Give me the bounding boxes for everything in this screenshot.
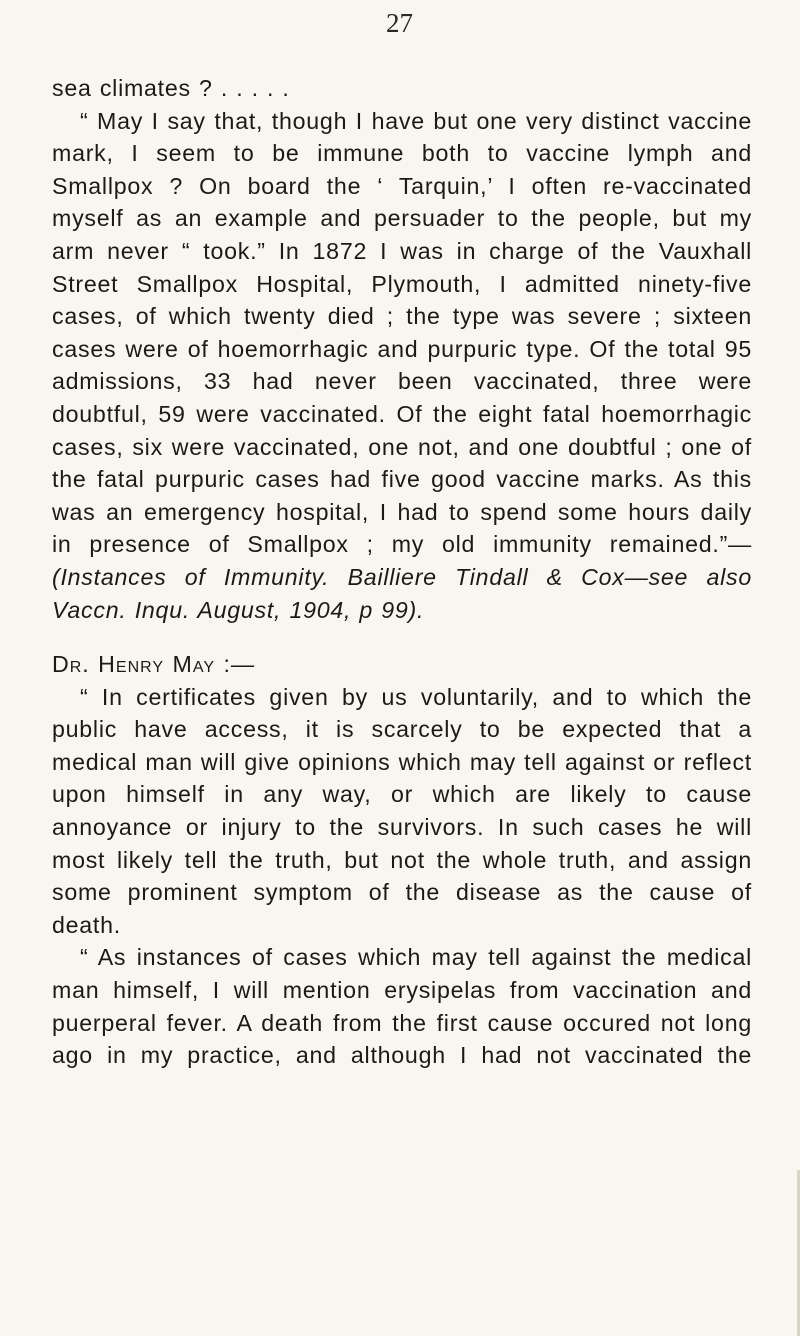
speaker-name: Dr. Henry May :—: [52, 651, 256, 678]
speaker-heading: [52, 648, 752, 681]
body-text: [52, 72, 752, 1072]
paragraph-certificates: “ In certificates given by us voluntarily, and to which the public have access, it is scarcely to be expected that a medical man will give opinions which may tell against or reflect upon himself in any way, or which are likely to cause annoyance or injury to the survivors. In such cases he will most likely tell the truth, but not the whole truth, and assign some prominent symptom of the disease as the cause of death.: [52, 683, 752, 938]
quote-text: “ May I say that, though I have but one very distinct vaccine mark, I seem to be immune both to vaccine lymph and Smallpox ? On board the ‘ Tarquin,’ I often re-vaccinated myself as an example and persuader to the people, but my arm never “ took.” In 1872 I was in charge of the Vauxhall Street Smallpox Hospital, Plymouth, I admitted ninety-five cases, of which twenty died ; the type was severe ; sixteen cases were of hoemorrhagic and purpuric type. Of the total 95 admissions, 33 had never been vaccinated, three were doubtful, 59 were vaccinated. Of the eight fatal hoemorrhagic cases, six were vaccinated, one not, and one doubtful ; one of the fatal purpuric cases had five good vaccine marks. As this was an emergency hospital, I had to spend some hours daily in presence of Smallpox ; my old immunity remained.”—: [52, 107, 752, 558]
paragraph-continuation: sea climates ? . . . . .: [52, 75, 290, 101]
page-number: 27: [386, 8, 413, 38]
paragraph-quote-immunity: [52, 105, 752, 627]
paragraph-instances: “ As instances of cases which may tell against the medical man himself, I will mention erysipelas from vaccination and puerperal fever. A death from the first cause occured not long ago in my practice, and although I had not vaccinated the: [52, 944, 752, 1069]
citation: (Instances of Immunity. Bailliere Tindall & Cox—see also Vaccn. Inqu. August, 1904, p 99).: [52, 563, 752, 623]
